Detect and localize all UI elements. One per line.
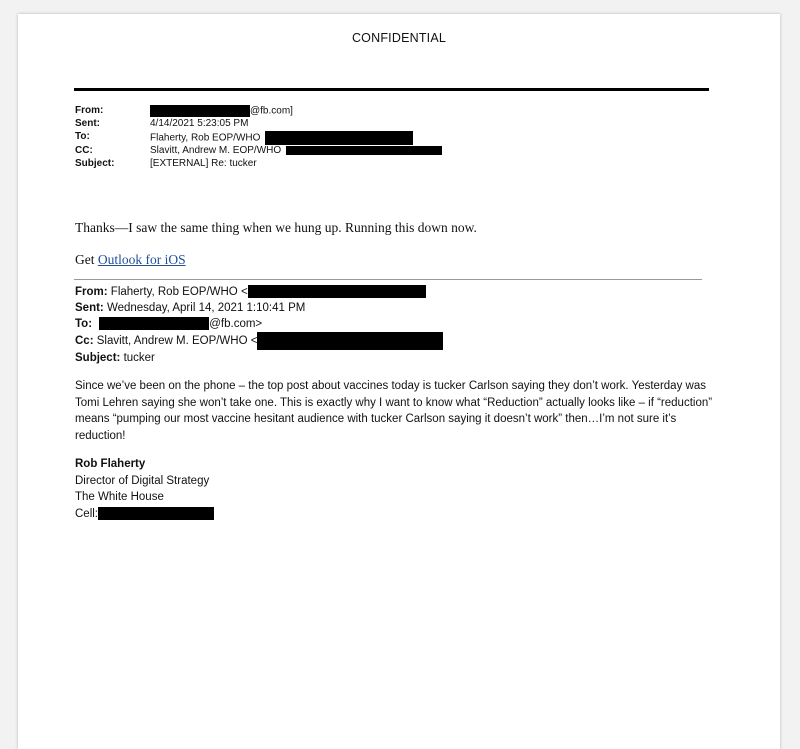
- reply-from-row: [75, 105, 442, 118]
- cc-name: Slavitt, Andrew M. EOP/WHO: [150, 145, 282, 157]
- redaction-block: [248, 285, 426, 298]
- fwd-to-row: [75, 316, 443, 332]
- fwd-from-label: From:: [75, 286, 108, 298]
- reply-sent-row: [75, 118, 442, 131]
- fwd-sent-value: Wednesday, April 14, 2021 1:10:41 PM: [103, 302, 306, 314]
- fwd-to-value: @fb.com>: [209, 318, 263, 330]
- from-label: From:: [75, 105, 104, 116]
- outlook-signature: [75, 252, 186, 268]
- forwarded-header: [75, 284, 443, 366]
- from-value: [150, 105, 293, 118]
- redaction-block: [286, 146, 442, 155]
- signature-block: [75, 456, 214, 522]
- to-name: Flaherty, Rob EOP/WHO: [150, 132, 261, 144]
- forwarded-body: Since we’ve been on the phone – the top post about vaccines today is tucker Carlson saying they don’t work. Yesterday was Tomi Lehren saying she won’t take one. This is exactly why I want to know what “Reduction” actually looks like – if “reduction” means “pumping our most vaccine hesitant audience with tucker Carlson saying it doesn’t work” then…I’m not sure it’s reduction!: [75, 380, 713, 442]
- reply-header: [75, 105, 442, 170]
- redaction-block: [98, 507, 214, 520]
- reply-to-row: [75, 131, 442, 145]
- subject-value: [EXTERNAL] Re: tucker: [150, 157, 257, 169]
- redaction-block: [265, 131, 413, 145]
- fwd-subject-value: tucker: [120, 352, 155, 364]
- sent-label: Sent:: [75, 118, 100, 130]
- fwd-cc-label: Cc:: [75, 335, 94, 348]
- get-prefix: Get: [75, 252, 98, 267]
- to-value: [150, 131, 413, 145]
- message-divider: [74, 279, 702, 280]
- redaction-block: [150, 105, 250, 117]
- signature-name: Rob Flaherty: [75, 458, 146, 470]
- outlook-ios-link[interactable]: Outlook for iOS: [97, 252, 186, 267]
- sent-value: 4/14/2021 5:23:05 PM: [150, 118, 249, 130]
- cc-label: CC:: [75, 145, 93, 157]
- document-page: [18, 14, 780, 749]
- to-label: To:: [75, 130, 90, 142]
- cell-label: Cell:: [75, 507, 99, 520]
- reply-cc-row: [75, 145, 442, 158]
- fwd-to-label: To:: [75, 318, 93, 330]
- signature-cell-row: [75, 506, 214, 523]
- fwd-from-value: Flaherty, Rob EOP/WHO <: [107, 286, 248, 298]
- fwd-cc-row: [75, 332, 443, 350]
- signature-org: The White House: [75, 491, 164, 503]
- fwd-sent-row: [75, 300, 443, 316]
- fwd-subject-row: [75, 350, 443, 366]
- fwd-cc-value: Slavitt, Andrew M. EOP/WHO <: [93, 335, 258, 348]
- from-email-suffix: @fb.com]: [250, 105, 293, 117]
- header-divider: [74, 88, 709, 91]
- subject-label: Subject:: [75, 157, 115, 169]
- fwd-from-row: [75, 284, 443, 300]
- redaction-block: [257, 332, 443, 350]
- fwd-subject-label: Subject:: [75, 352, 121, 364]
- cc-value: [150, 145, 442, 158]
- confidential-header: CONFIDENTIAL: [351, 31, 447, 45]
- signature-title: Director of Digital Strategy: [75, 474, 210, 487]
- fwd-sent-label: Sent:: [75, 302, 104, 314]
- reply-subject-row: [75, 158, 442, 171]
- redaction-block: [99, 317, 209, 330]
- reply-body: Thanks—I saw the same thing when we hung up. Running this down now.: [75, 220, 477, 235]
